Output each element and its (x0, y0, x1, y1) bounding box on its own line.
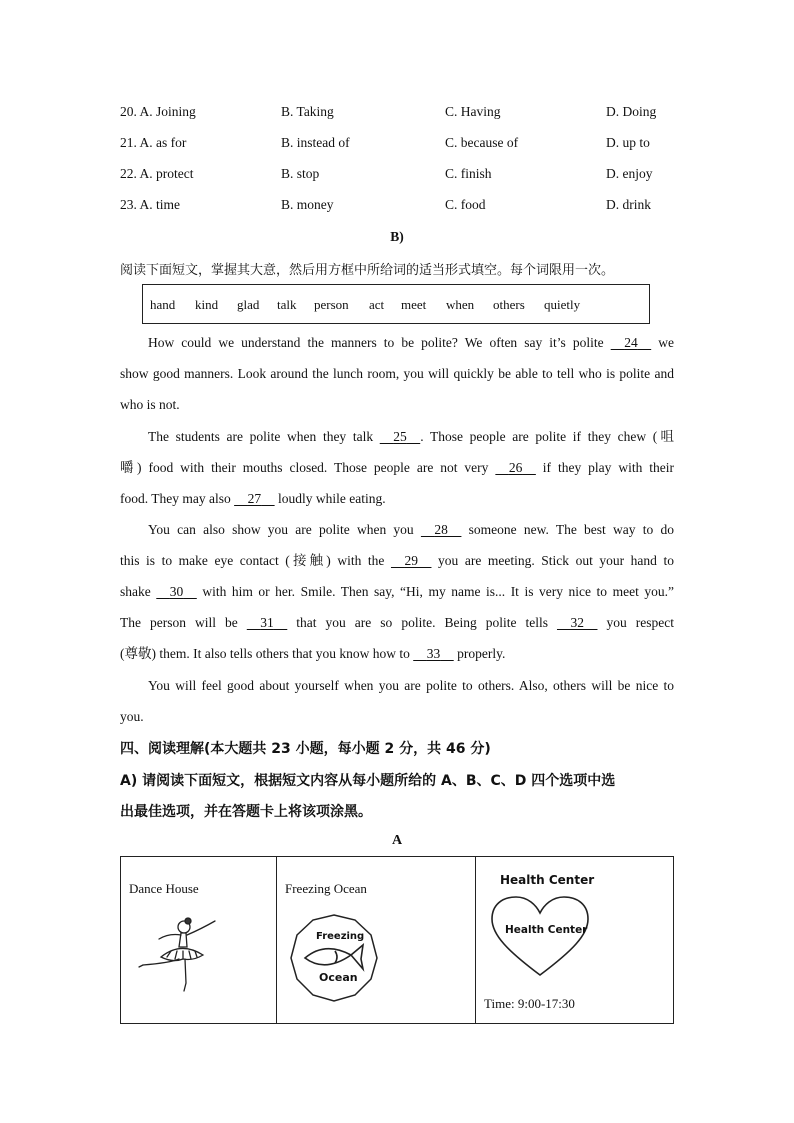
paragraph-4 (120, 670, 674, 732)
question-23 (120, 197, 680, 217)
paragraph-line: show good manners. Look around the lunch room, you will quickly be able to tell who is polite and (120, 366, 674, 381)
question-22 (120, 166, 680, 186)
paragraph-3 (120, 514, 674, 669)
option-d: D. enjoy (606, 166, 653, 181)
word: act (369, 297, 385, 312)
paragraph-line: you. (120, 709, 144, 724)
word: person (314, 297, 349, 312)
word: talk (277, 297, 297, 312)
paragraph-line: shake 30 with him or her. Smile. Then say, “Hi, my name is... It is very nice to meet you.” (120, 576, 674, 607)
blank-33: 33 (426, 646, 441, 661)
word: when (446, 297, 475, 312)
blank-32: 32 (570, 615, 584, 630)
word: meet (401, 297, 427, 312)
option-a: 21. A. as for (120, 135, 187, 150)
option-b: B. instead of (281, 135, 350, 150)
paragraph-line: The students are polite when they talk 25 . Those people are polite if they chew (咀 (120, 421, 674, 452)
section-4a-instruction-line1: A) 请阅读下面短文，根据短文内容从每小题所给的 A、B、C、D 四个选项中选 (120, 773, 616, 789)
word: glad (237, 297, 260, 312)
option-c: C. food (445, 197, 486, 212)
blank-24: 24 (624, 335, 638, 350)
section-b-heading: B) (390, 229, 404, 244)
option-c: C. because of (445, 135, 519, 150)
option-d: D. drink (606, 197, 651, 212)
paragraph-line: 嚼) food with their mouths closed. Those people are not very 26 if they play with their (120, 452, 674, 483)
fish-logo-text-bottom: Ocean (319, 971, 358, 984)
word: others (493, 297, 525, 312)
option-b: B. Taking (281, 104, 334, 119)
freezing-ocean-title: Freezing Ocean (285, 881, 367, 896)
option-a: 23. A. time (120, 197, 180, 212)
opening-time: Time: 9:00-17:30 (484, 996, 575, 1011)
section-4a-instruction-line2: 出最佳选项，并在答题卡上将该项涂黑。 (120, 804, 372, 820)
question-21 (120, 135, 680, 155)
blank-28: 28 (434, 522, 448, 537)
paragraph-2 (120, 421, 674, 514)
blank-31: 31 (260, 615, 274, 630)
option-b: B. money (281, 197, 334, 212)
health-center-cell (476, 857, 673, 1023)
section-b-instruction: 阅读下面短文，掌握其大意，然后用方框中所给词的适当形式填空。每个词限用一次。 (120, 263, 615, 278)
option-c: C. finish (445, 166, 492, 181)
option-c: C. Having (445, 104, 501, 119)
dance-house-title: Dance House (129, 881, 199, 896)
ad-table (120, 856, 674, 1024)
dance-house-cell (121, 857, 277, 1023)
blank-27: 27 (247, 491, 262, 506)
question-20 (120, 104, 680, 124)
fish-logo-text-top: Freezing (316, 931, 365, 942)
paragraph-line: (尊敬) them. It also tells others that you know how to 33 properly. (120, 638, 674, 669)
paragraph-line: How could we understand the manners to be polite? We often say it’s polite 24 we (120, 327, 674, 358)
option-d: D. up to (606, 135, 650, 150)
blank-25: 25 (393, 429, 407, 444)
paragraph-1 (120, 327, 674, 420)
blank-26: 26 (508, 460, 523, 475)
word-box (142, 284, 650, 324)
health-center-title: Health Center (500, 873, 595, 887)
paragraph-line: food. They may also 27 loudly while eating. (120, 483, 674, 514)
word: quietly (544, 297, 581, 312)
fish-logo-icon (289, 913, 379, 1003)
freezing-ocean-cell (277, 857, 476, 1023)
paragraph-line: The person will be 31 that you are so polite. Being polite tells 32 you respect (120, 607, 674, 638)
section-4-title: 四、阅读理解(本大题共 23 小题，每小题 2 分，共 46 分) (120, 741, 491, 757)
word: hand (150, 297, 176, 312)
paragraph-line: You can also show you are polite when you 28 someone new. The best way to do (120, 514, 674, 545)
passage-label: A (391, 833, 403, 848)
option-b: B. stop (281, 166, 320, 181)
blank-30: 30 (169, 584, 184, 599)
option-a: 20. A. Joining (120, 104, 196, 119)
ballerina-icon (131, 913, 221, 1003)
option-d: D. Doing (606, 104, 657, 119)
word: kind (195, 297, 219, 312)
option-a: 22. A. protect (120, 166, 194, 181)
heart-logo-text: Health Center (505, 924, 588, 936)
paragraph-line: You will feel good about yourself when you are polite to others. Also, others will be nice to (148, 678, 674, 693)
paragraph-line: this is to make eye contact (接触) with the 29 you are meeting. Stick out your hand to (120, 545, 674, 576)
paragraph-line: who is not. (120, 397, 180, 412)
heart-logo-icon (488, 895, 592, 979)
blank-29: 29 (404, 553, 418, 568)
